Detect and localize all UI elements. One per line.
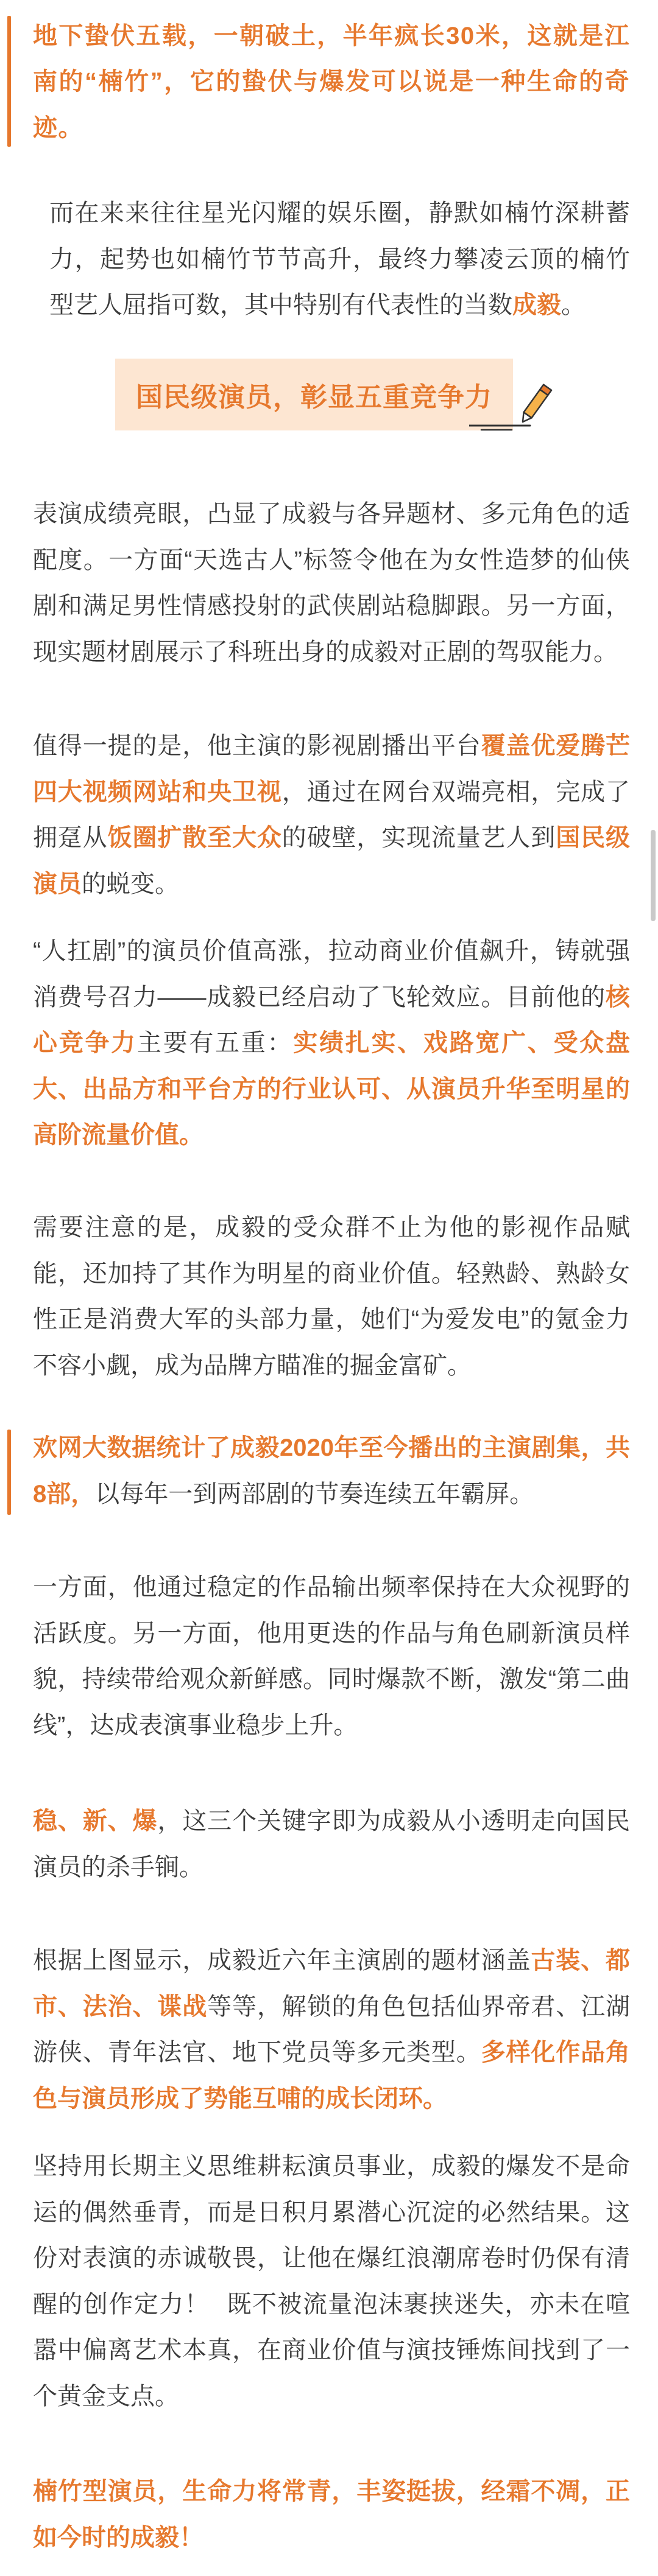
lead-paragraph bbox=[49, 191, 630, 329]
highlighted-text: 多样化作品角色与演员形成了势能互哺的成长闭环。 bbox=[33, 2039, 631, 2112]
highlighted-text: 覆盖优爱腾芒四大视频网站和央卫视 bbox=[33, 732, 631, 805]
highlighted-text: 成毅 bbox=[512, 292, 561, 319]
body-text: 值得一提的是，他主演的影视剧播出平台 bbox=[33, 732, 481, 759]
highlighted-text: 实绩扎实、戏路宽广、受众盘大、出品方和平台方的行业认可、从演员升华至明星的高阶流量价值。 bbox=[33, 1030, 631, 1149]
audience-paragraph bbox=[33, 1205, 630, 1389]
highlighted-text: 楠竹型演员，生命力将常青，丰姿挺拔，经霜不凋，正如今时的成毅！ bbox=[33, 2478, 630, 2551]
highlighted-text: 古装、都市、法治、谍战 bbox=[33, 1947, 630, 2020]
highlighted-text: 饭圈扩散至大众 bbox=[107, 824, 282, 852]
highlighted-text: 地下蛰伏五载，一朝破土，半年疯长30米，这就是江南的“楠竹”，它的蛰伏与爆发可以说是一种生命的奇迹。 bbox=[33, 22, 630, 141]
body-text: 主要有五重： bbox=[136, 1030, 294, 1057]
highlighted-text: 国民级演员 bbox=[33, 824, 631, 897]
section-heading-text: 国民级演员，彰显五重竞争力 bbox=[136, 382, 492, 412]
body-text: 。 bbox=[561, 292, 585, 319]
body-text: “人扛剧”的演员价值高涨，拉动商业价值飙升，铸就强消费号召力——成毅已经启动了飞轮效应。目前他的 bbox=[33, 938, 630, 1011]
body-text: ，这三个关键字即为成毅从小透明走向国民演员的杀手锏。 bbox=[33, 1808, 631, 1881]
body-text: 根据上图显示，成毅近六年主演剧的题材涵盖 bbox=[33, 1947, 531, 1974]
accent-bar bbox=[7, 1430, 11, 1515]
acting-paragraph bbox=[33, 491, 630, 675]
body-text: 需要注意的是，成毅的受众群不止为他的影视作品赋能，还加持了其作为明星的商业价值。轻熟龄、熟龄女性正是消费大军的头部力量，她们“为爱发电”的氪金力不容小觑，成为品牌方瞄准的掘金富矿。 bbox=[33, 1214, 630, 1379]
body-text: 的蜕变。 bbox=[82, 870, 179, 897]
output-paragraph bbox=[33, 1565, 630, 1749]
highlighted-text: 欢网大数据统计了成毅2020年至今播出的主演剧集，共8部， bbox=[33, 1434, 630, 1507]
keywords-paragraph bbox=[33, 1799, 630, 1890]
intro-paragraph bbox=[33, 13, 630, 152]
pencil-icon bbox=[469, 374, 554, 432]
highlighted-text: 核心竞争力 bbox=[33, 983, 630, 1057]
accent-bar bbox=[7, 16, 11, 147]
platform-paragraph bbox=[33, 723, 630, 907]
body-text: 而在来来往往星光闪耀的娱乐圈，静默如楠竹深耕蓄力，起势也如楠竹节节高升，最终力攀凌云顶的楠竹型艺人屈指可数，其中特别有代表性的当数 bbox=[49, 200, 630, 319]
body-text: ，通过在网台双端亮相，完成了拥趸从 bbox=[33, 778, 631, 852]
body-text: 一方面，他通过稳定的作品输出频率保持在大众视野的活跃度。另一方面，他用更迭的作品与角色刷新演员样貌，持续带给观众新鲜感。同时爆款不断，激发“第二曲线”，达成表演事业稳步上升。 bbox=[33, 1574, 630, 1739]
body-text: 以每年一到两部剧的节奏连续五年霸屏。 bbox=[95, 1480, 534, 1507]
statistics-paragraph bbox=[33, 1425, 630, 1517]
genre-paragraph bbox=[33, 1938, 630, 2122]
section-heading bbox=[115, 359, 513, 430]
body-text: 表演成绩亮眼，凸显了成毅与各异题材、多元角色的适配度。一方面“天选古人”标签令他在为女性造梦的仙侠剧和满足男性情感投射的武侠剧站稳脚跟。另一方面，现实题材剧展示了科班出身的成毅对正剧的驾驭能力。 bbox=[33, 500, 630, 665]
scrollbar-thumb[interactable] bbox=[651, 830, 656, 921]
closing-paragraph bbox=[33, 2469, 630, 2561]
body-text: 等等，解锁的角色包括仙界帝君、江湖游侠、青年法官、地下党员等多元类型。 bbox=[33, 1993, 631, 2066]
competitiveness-paragraph bbox=[33, 928, 630, 1159]
body-text: 的破壁，实现流量艺人到 bbox=[281, 824, 556, 852]
longterm-paragraph bbox=[33, 2144, 630, 2420]
highlighted-text: 稳、新、爆 bbox=[33, 1808, 158, 1834]
body-text: 坚持用长期主义思维耕耘演员事业，成毅的爆发不是命运的偶然垂青，而是日积月累潜心沉淀的必然结果。这份对表演的赤诚敬畏，让他在爆红浪潮席卷时仍保有清醒的创作定力！ 既不被流量泡沫裹挟迷失，亦未在喧嚣中偏离艺术本真，在商业价值与演技锤炼间找到了一个黄金支点。 bbox=[33, 2153, 630, 2410]
